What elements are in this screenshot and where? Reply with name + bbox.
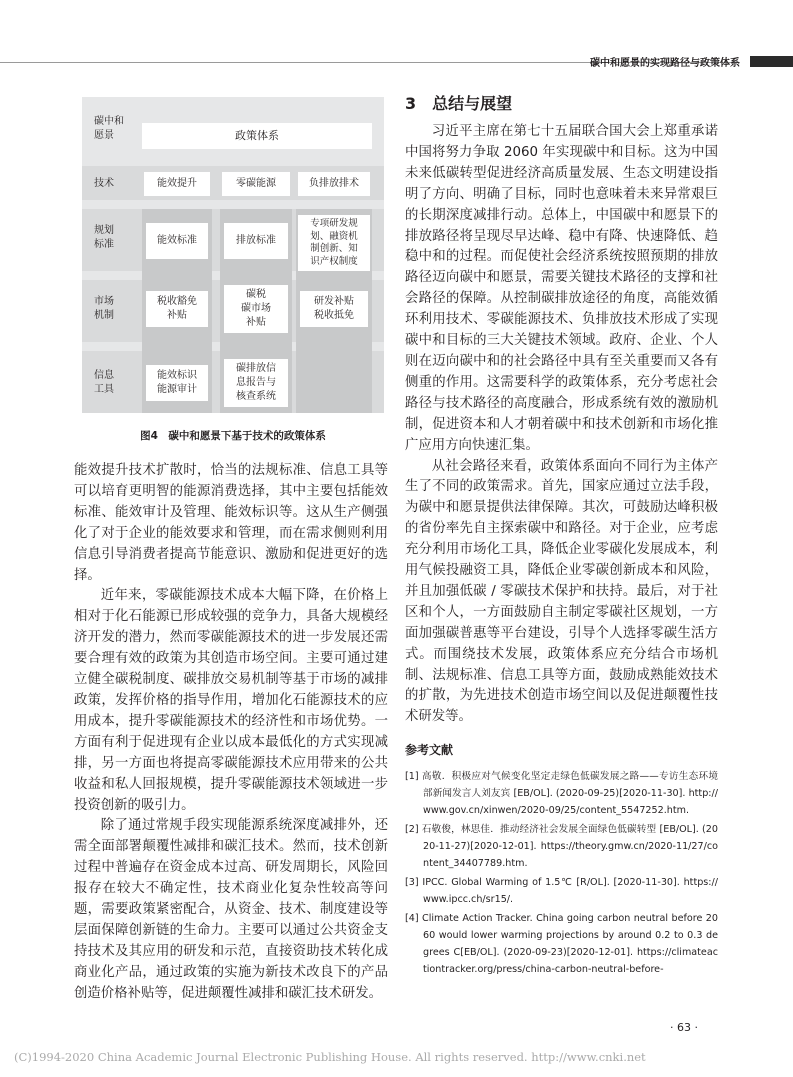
box-emission-reporting: 碳排放信 息报告与 核查系统 <box>224 359 288 407</box>
row-label-market: 市场 机制 <box>94 296 114 321</box>
left-paragraph-1: 能效提升技术扩散时，恰当的法规标准、信息工具等可以培育更明智的能源消费选择，其中主要包括能效标准、能效审计及管理、能效标识等。这从生产侧强化了对于企业的能效要求和管理，而在需求侧则利用信息引导消费者提高节能意识、激励和促进更好的选择。 <box>74 463 388 583</box>
box-negative-emission: 负排放排术 <box>298 172 370 196</box>
box-zero-carbon-energy: 零碳能源 <box>222 172 290 196</box>
header-bar <box>750 56 793 67</box>
box-rd-subsidy: 研发补贴 税收抵免 <box>300 291 368 327</box>
references-title: 参考文献 <box>405 743 454 758</box>
box-efficiency-improvement: 能效提升 <box>144 172 210 196</box>
box-rd-planning: 专项研发规 划、融资机 制创新、知 识产权制度 <box>298 215 370 271</box>
box-carbon-tax-market: 碳税 碳市场 补贴 <box>224 285 288 333</box>
figure-caption: 图4 碳中和愿景下基于技术的政策体系 <box>140 430 326 442</box>
box-efficiency-standard: 能效标准 <box>146 223 208 259</box>
left-paragraph-2: 近年来，零碳能源技术成本大幅下降，在价格上相对于化石能源已形成较强的竞争力，具备大规模经济开发的潜力，然而零碳能源技术的进一步发展还需要合理有效的政策为其创造市场空间。主要可通过建立健全碳税制度、碳排放交易机制等基于市场的减排政策，发挥价格的指导作用，增加化石能源技术的应用成本，提升零碳能源技术的经济性和市场优势。一方面有利于促进现有企业以成本最低化的方式实现减排，另一方面也将提高零碳能源技术应用带来的公共收益和私人回报规模，提升零碳能源技术领域进一步投资创新的吸引力。 <box>74 588 388 813</box>
left-column <box>74 461 388 1005</box>
box-tax-exemption: 税收豁免 补贴 <box>146 291 208 327</box>
box-emission-standard: 排放标准 <box>224 223 288 259</box>
reference-1: [1] 高敬．积极应对气候变化坚定走绿色低碳发展之路——专访生态环境部新闻发言人刘友宾 [EB/OL]. (2020-09-25)[2020-11-30]. http://www.gov.cn/xinwen/2020-09/25/content_5547252.htm. <box>405 771 718 817</box>
copyright-watermark: (C)1994-2020 China Academic Journal Electronic Publishing House. All rights reserved. http://www.cnki.net <box>14 1050 646 1064</box>
reference-3: [3] IPCC. Global Warming of 1.5℃ [R/OL]. [2020-11-30]. https://www.ipcc.ch/sr15/. <box>405 877 718 906</box>
policy-system-figure <box>82 97 384 413</box>
row-label-vision: 碳中和 愿景 <box>94 116 124 141</box>
row-label-technology: 技术 <box>94 178 114 189</box>
right-paragraph-2: 从社会路径来看，政策体系面向不同行为主体产生了不同的政策需求。首先，国家应通过立法手段，为碳中和愿景提供法律保障。其次，可鼓励达峰积极的省份率先自主探索碳中和路径。对于企业，应考虑充分利用市场化工具，降低企业零碳化发展成本，利用气候投融资工具，降低企业零碳创新成本和风险，并且加强低碳 / 零碳技术保护和扶持。最后，对于社区和个人，一方面鼓励自主制定零碳社区规划，一方面加强碳普惠等平台建设，引导个人选择零碳生活方式。而围绕技术发展，政策体系应充分结合市场机制、法规标准、信息工具等方面，鼓励成熟能效技术的扩散，为先进技术创造市场空间以及促进颠覆性技术研发等。 <box>405 458 718 725</box>
row-label-info: 信息 工具 <box>94 370 114 395</box>
left-paragraph-3: 除了通过常规手段实现能源系统深度减排外，还需全面部署颠覆性减排和碳汇技术。然而，技术创新过程中普遍存在资金成本过高、研发周期长，风险回报存在较大不确定性，技术商业化复杂性较高等问题，需要政策紧密配合，从资金、技术、制度建设等层面保障创新链的生命力。主要可以通过公共资金支持技术及其应用的研发和示范，直接资助技术转化成商业化产品，通过政策的实施为新技术改良下的产品创造价格补贴等，促进颠覆性减排和碳汇技术研发。 <box>74 818 388 1001</box>
reference-4: [4] Climate Action Tracker. China going carbon neutral before 2060 would lower warming projections by around 0.2 to 0.3 degrees C[EB/OL]. (2020-09-23)[2020-12-01]. https://climateactiontracker.org/press/china-carbon-neutral-before- <box>405 913 718 976</box>
box-efficiency-label-audit: 能效标识 能源审计 <box>146 365 208 401</box>
policy-system-box: 政策体系 <box>142 123 372 149</box>
running-title: 碳中和愿景的实现路径与政策体系 <box>590 58 740 69</box>
page-number: · 63 · <box>670 1021 698 1034</box>
row-label-standards: 规划 标准 <box>94 225 114 250</box>
reference-2: [2] 石敬俊，林思佳．推动经济社会发展全面绿色低碳转型 [EB/OL]. (2020-11-27)[2020-12-01]. https://theory.gmw.cn/2020-11/27/content_34407789.htm. <box>405 824 718 870</box>
right-column <box>405 94 718 980</box>
section-title: 3 总结与展望 <box>405 94 513 113</box>
right-paragraph-1: 习近平主席在第七十五届联合国大会上郑重承诺中国将努力争取 2060 年实现碳中和目标。这为中国未来低碳转型促进经济高质量发展、生态文明建设指明了方向、明确了目标，同时也意味着未来异常艰巨的长期深度减排行动。总体上，中国碳中和愿景下的排放路径将呈现尽早达峰、稳中有降、快速降低、趋稳中和的过程。而促使社会经济系统按照预期的排放路径迈向碳中和愿景，需要关键技术路径的支撑和社会路径的保障。从控制碳排放途径的角度，高能效循环利用技术、零碳能源技术、负排放技术形成了实现碳中和目标的三大关键技术领域。政府、企业、个人则在迈向碳中和的社会路径中具有至关重要而又各有侧重的作用。这需要科学的政策体系，充分考虑社会路径与技术路径的高度融合，形成系统有效的激励机制，促进资本和人才朝着碳中和技术创新和市场化推广应用方向快速汇集。 <box>405 124 718 453</box>
